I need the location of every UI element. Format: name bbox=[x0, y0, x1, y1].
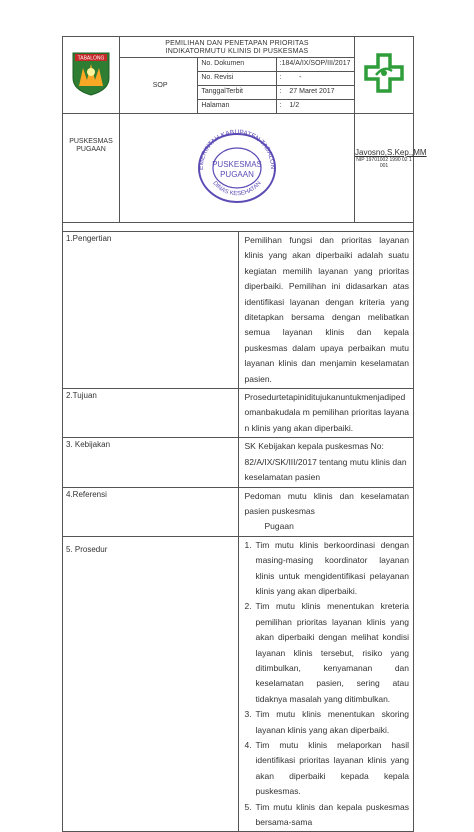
org-name: PUSKESMAS bbox=[69, 138, 113, 145]
section-label: 1.Pengertian bbox=[63, 232, 239, 389]
title-line-2: INDIKATORMUTU KLINIS DI PUSKESMAS bbox=[165, 48, 309, 55]
puskesmas-cross-logo-icon bbox=[362, 51, 406, 95]
sop-document bbox=[62, 36, 427, 828]
health-logo-cell bbox=[355, 37, 414, 114]
section-label: 4.Referensi bbox=[63, 487, 239, 536]
meta-value-terbit: : 27 Maret 2017 bbox=[276, 86, 354, 100]
sop-content-table bbox=[62, 223, 414, 832]
section-label: 5. Prosedur bbox=[63, 536, 239, 832]
referensi-line: Pugaan bbox=[264, 521, 294, 532]
svg-text:PUGAAN: PUGAAN bbox=[220, 169, 254, 179]
section-text: Prosedurtetapiniditujukanuntukmenjadipedomanbakudala m pemilihan prioritas layanan klinis yang akan diperbaiki. bbox=[238, 389, 414, 438]
signer-nip: NIP 19701002 1990 02 1 001 bbox=[356, 157, 412, 169]
sop-header-table bbox=[62, 36, 427, 223]
seal-cell bbox=[120, 114, 355, 223]
sop-label: SOP bbox=[120, 58, 198, 114]
title-line-1: PEMILIHAN DAN PENETAPAN PRIORITAS bbox=[165, 40, 309, 47]
section-pengertian bbox=[63, 232, 414, 389]
list-item: 1. Tim mutu klinis berkoordinasi dengan masing-masing koordinator layanan klinis untuk mengidentifikasi pelayanan klinis yang akan diperbaiki. bbox=[244, 539, 409, 596]
section-prosedur bbox=[63, 536, 414, 832]
list-item: 5. Tim mutu klinis dan kepala puskesmas bersama-sama bbox=[244, 801, 409, 828]
referensi-line: Pedoman mutu klinis dan keselamatan pasien puskesmas bbox=[244, 490, 409, 516]
meta-value-revisi: : - bbox=[276, 72, 354, 86]
meta-label-halaman: Halaman bbox=[198, 100, 276, 114]
section-kebijakan bbox=[63, 438, 414, 487]
meta-label-revisi: No. Revisi bbox=[198, 72, 276, 86]
section-text: Pemilihan fungsi dan prioritas layanan klinis yang akan diperbaiki adalah suatu kegiatan memilih layanan yang prioritas diperbaiki. Pemilihan ini didasarkan atas identifikasi layanan dengan kriteria yang ditetapkan bersama dengan melibatkan semua layanan klinis dan kepala puskesmas dalam upaya perbaikan mutu layanan klinis dan menjamin keselamatan pasien. bbox=[238, 232, 414, 389]
section-label: 2.Tujuan bbox=[63, 389, 239, 438]
svg-text:DINAS KESEHATAN: DINAS KESEHATAN bbox=[211, 180, 263, 197]
section-tujuan bbox=[63, 389, 414, 438]
section-referensi bbox=[63, 487, 414, 536]
official-seal-stamp bbox=[187, 126, 287, 206]
meta-value-dokumen: :184/A/IX/SOP/III/2017 bbox=[276, 58, 354, 72]
section-label: 3. Kebijakan bbox=[63, 438, 239, 487]
list-item: 2. Tim mutu klinis menentukan kreteria pemilihan prioritas layanan klinis yang akan diperbaiki dengan melihat kondisi layanan klinis tersebut, risiko yang ditimbulkan, kenyamanan dan keselamatan pasien, sering atau tidaknya masalah yang ditimbulkan. bbox=[244, 601, 409, 704]
section-text: SK Kebijakan kepala puskesmas No: 82/A/IX/SK/III/2017 tentang mutu klinis dan keselamatan pasien bbox=[238, 438, 414, 487]
meta-label-dokumen: No. Dokumen bbox=[198, 58, 276, 72]
meta-label-terbit: TanggalTerbit bbox=[198, 86, 276, 100]
organization-cell bbox=[63, 114, 120, 223]
svg-text:TABALONG: TABALONG bbox=[77, 55, 105, 61]
list-item: 3. Tim mutu klinis menentukan skoring layanan klinis yang akan diperbaiki. bbox=[244, 709, 409, 735]
section-text bbox=[238, 487, 414, 536]
document-title bbox=[120, 37, 355, 58]
list-item: 4. Tim mutu klinis melaporkan hasil identifikasi prioritas layanan klinis yang akan diperbaiki kepada kepala puskesmas. bbox=[244, 740, 409, 797]
org-location: PUGAAN bbox=[76, 146, 106, 153]
signature-cell bbox=[355, 114, 427, 223]
meta-value-halaman: : 1/2 bbox=[276, 100, 354, 114]
svg-text:PUSKESMAS: PUSKESMAS bbox=[212, 159, 262, 169]
regency-logo-cell bbox=[63, 37, 120, 114]
tabalong-logo-icon bbox=[69, 50, 113, 96]
svg-text:PEMERINTAH KABUPATEN TABALONG: EMERINTAH KABUPATEN TABALON bbox=[197, 128, 277, 170]
section-steps bbox=[238, 536, 414, 832]
signer-name: Javosno,S.Kep.,MM bbox=[355, 148, 427, 157]
